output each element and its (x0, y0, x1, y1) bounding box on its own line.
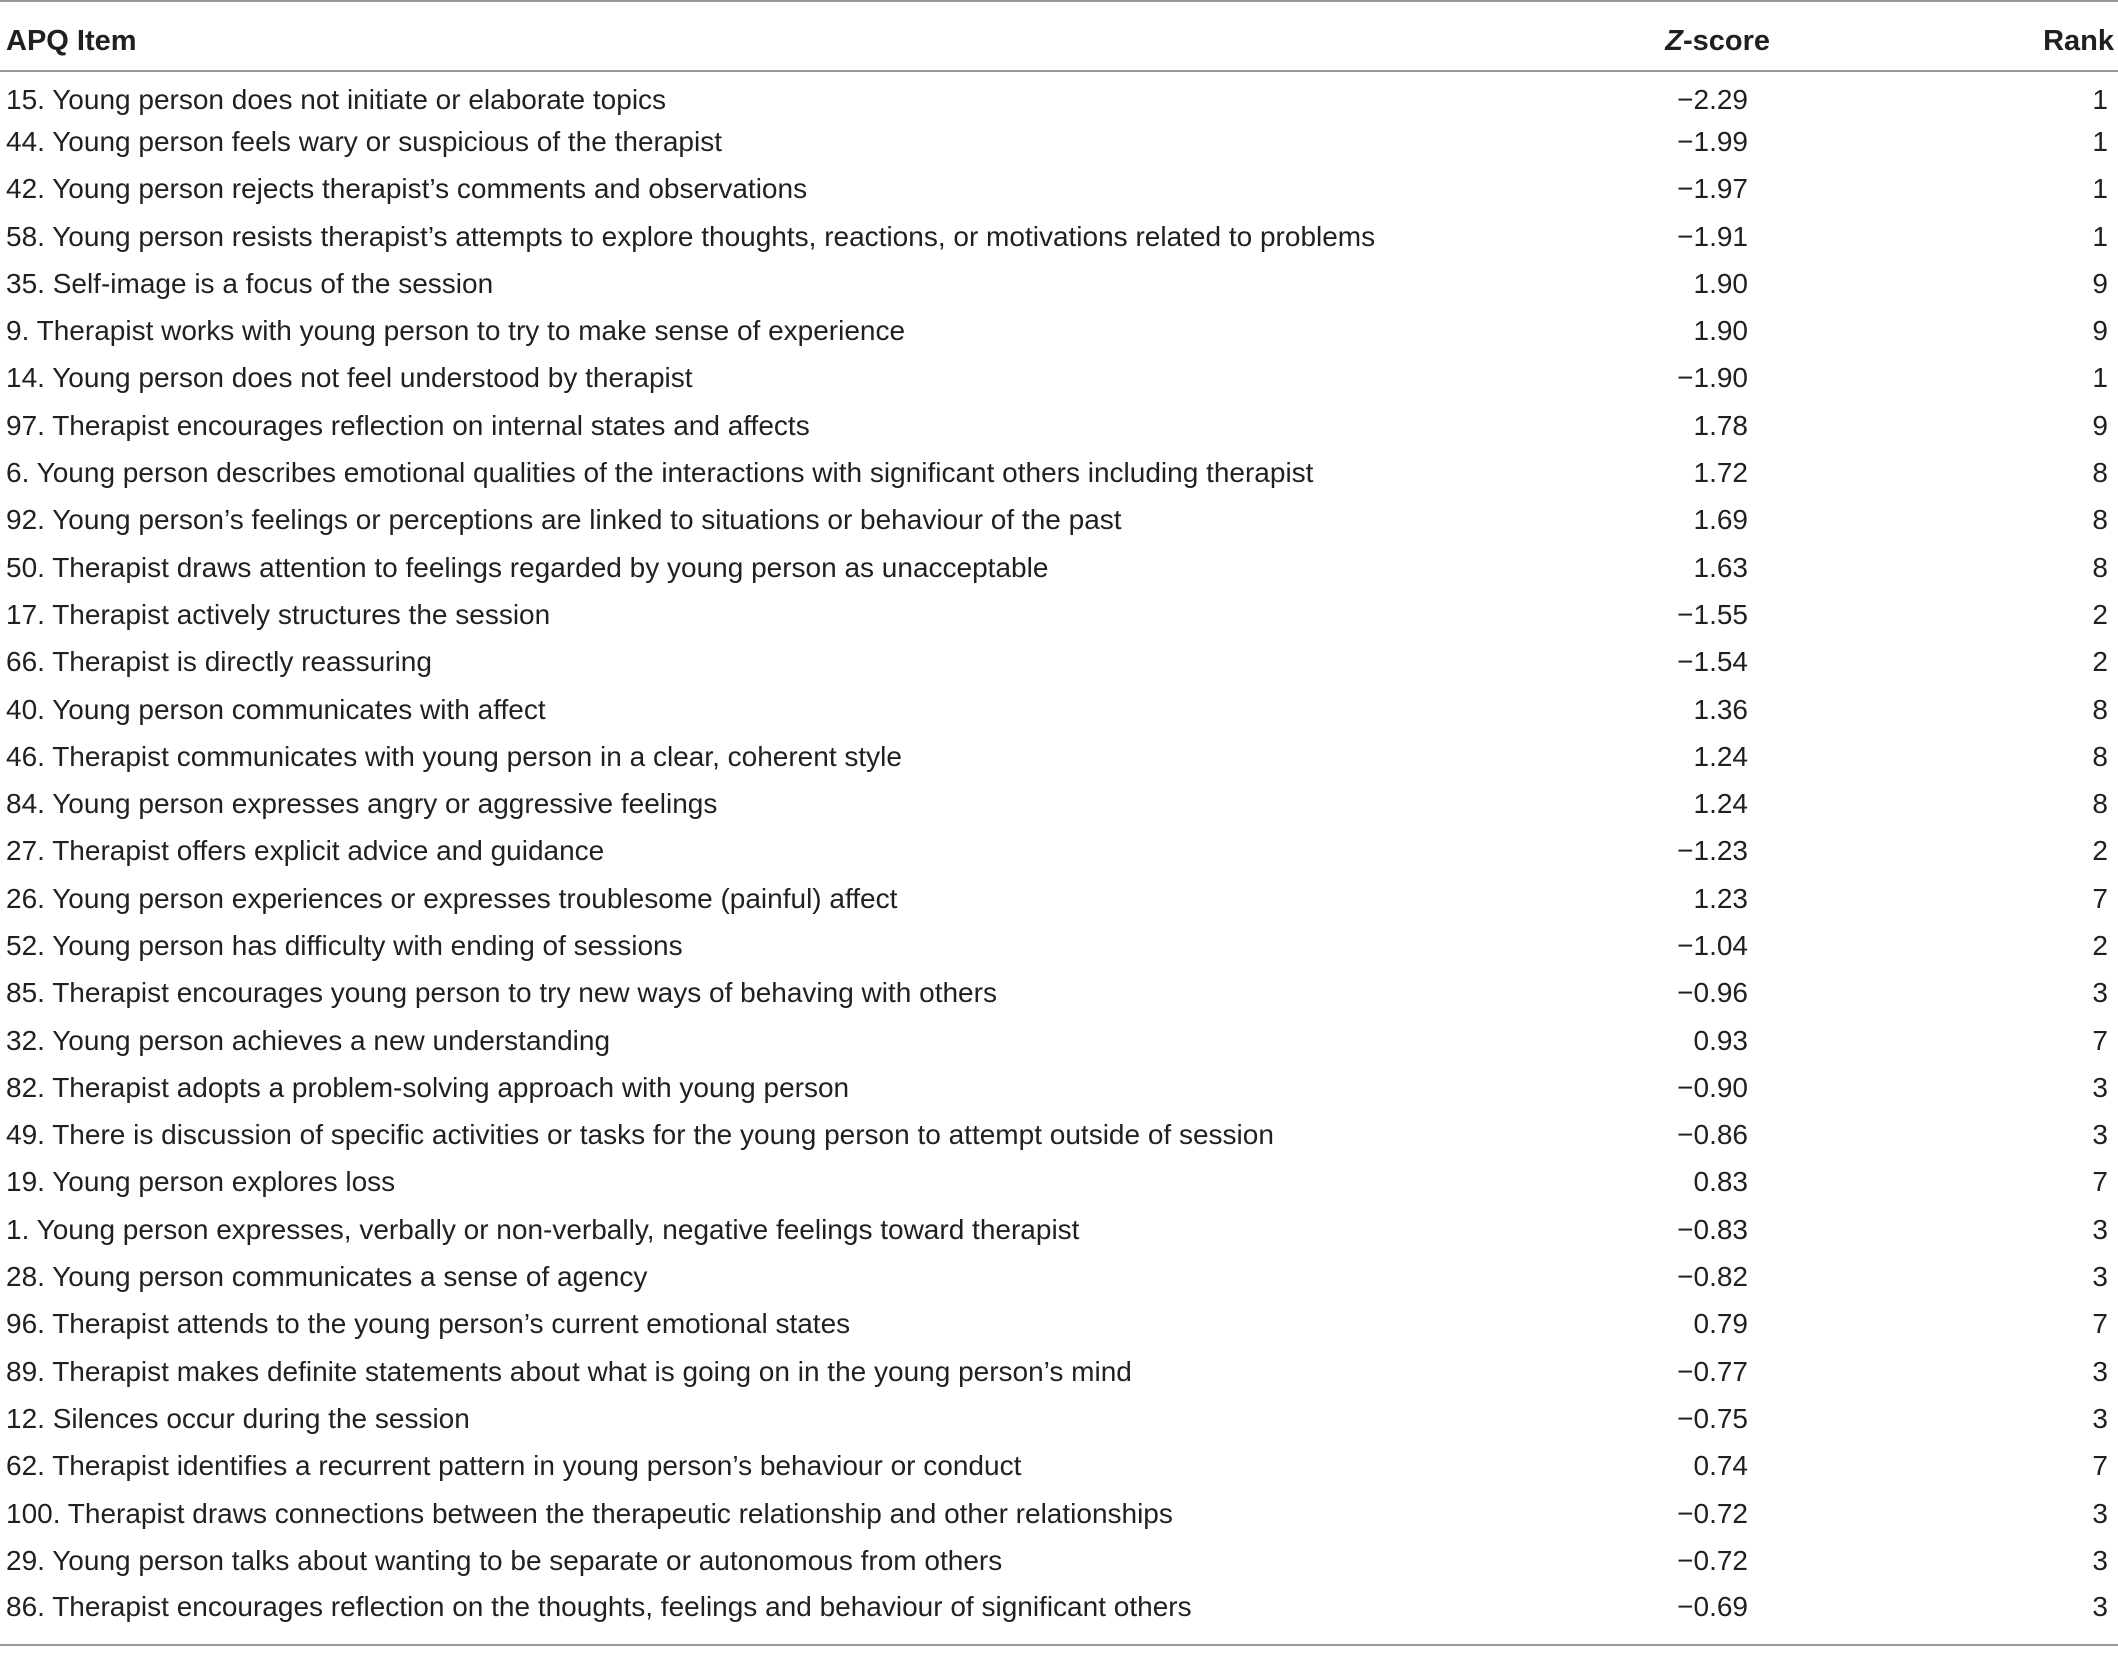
cell-z-score: −1.04 (1677, 929, 1748, 961)
cell-z-score: −1.91 (1677, 220, 1748, 252)
cell-apq-item: 9. Therapist works with young person to try to make sense of experience (6, 315, 906, 347)
cell-rank: 3 (2092, 1497, 2108, 1529)
table-body (0, 71, 2118, 1645)
cell-z-score: −1.23 (1677, 835, 1748, 867)
cell-z-score: 1.90 (1693, 315, 1748, 347)
cell-apq-item: 52. Young person has difficulty with ending of sessions (6, 929, 683, 961)
table-header (0, 1, 2118, 71)
cell-rank: 3 (2092, 1261, 2108, 1293)
cell-apq-item: 19. Young person explores loss (6, 1166, 396, 1198)
cell-apq-item: 28. Young person communicates a sense of agency (6, 1261, 648, 1293)
cell-rank: 3 (2092, 977, 2108, 1009)
table-row (0, 1301, 2118, 1348)
cell-apq-item: 14. Young person does not feel understood by therapist (6, 362, 693, 394)
table-row (0, 828, 2118, 875)
cell-apq-item: 100. Therapist draws connections between the therapeutic relationship and other relationships (6, 1497, 1173, 1529)
cell-apq-item: 58. Young person resists therapist’s attempts to explore thoughts, reactions, or motivations related to problems (6, 220, 1376, 252)
score-suffix: -score (1682, 24, 1770, 57)
cell-z-score: 1.23 (1693, 882, 1748, 914)
cell-apq-item: 84. Young person expresses angry or aggressive feelings (6, 788, 718, 820)
cell-apq-item: 17. Therapist actively structures the session (6, 598, 551, 630)
cell-z-score: 1.36 (1693, 693, 1748, 725)
cell-apq-item: 6. Young person describes emotional qualities of the interactions with significant others including therapist (6, 457, 1314, 489)
cell-apq-item: 85. Therapist encourages young person to try new ways of behaving with others (6, 977, 997, 1009)
cell-rank: 2 (2092, 646, 2108, 678)
cell-rank: 8 (2092, 551, 2108, 583)
cell-rank: 3 (2092, 1213, 2108, 1245)
cell-rank: 8 (2092, 457, 2108, 489)
cell-z-score: 0.74 (1693, 1450, 1748, 1482)
cell-apq-item: 97. Therapist encourages reflection on internal states and affects (6, 409, 810, 441)
cell-z-score: −0.83 (1677, 1213, 1748, 1245)
cell-z-score: −1.99 (1677, 125, 1748, 157)
table-row (0, 118, 2118, 165)
cell-z-score: −0.77 (1677, 1355, 1748, 1387)
table-row (0, 1537, 2118, 1584)
cell-rank: 7 (2092, 1308, 2108, 1340)
cell-z-score: −0.72 (1677, 1497, 1748, 1529)
cell-rank: 1 (2092, 84, 2108, 116)
cell-rank: 2 (2092, 598, 2108, 630)
cell-z-score: −1.90 (1677, 362, 1748, 394)
table-row (0, 1443, 2118, 1490)
column-header-z-score (1570, 1, 1870, 71)
cell-z-score: −0.75 (1677, 1402, 1748, 1434)
cell-apq-item: 27. Therapist offers explicit advice and guidance (6, 835, 605, 867)
cell-apq-item: 49. There is discussion of specific activities or tasks for the young person to attempt outside of session (6, 1119, 1274, 1151)
cell-apq-item: 89. Therapist makes definite statements about what is going on in the young person’s mind (6, 1355, 1132, 1387)
table-row (0, 544, 2118, 591)
table-row (0, 1490, 2118, 1537)
cell-z-score: 1.69 (1693, 504, 1748, 536)
cell-rank: 3 (2092, 1591, 2108, 1622)
table-row (0, 307, 2118, 354)
cell-apq-item: 66. Therapist is directly reassuring (6, 646, 432, 678)
cell-rank: 1 (2092, 220, 2108, 252)
table-row (0, 922, 2118, 969)
table-row (0, 591, 2118, 638)
cell-rank: 9 (2092, 267, 2108, 299)
cell-z-score: 0.79 (1693, 1308, 1748, 1340)
cell-z-score: 1.24 (1693, 788, 1748, 820)
cell-rank: 8 (2092, 740, 2108, 772)
cell-apq-item: 42. Young person rejects therapist’s comments and observations (6, 173, 808, 205)
table-row (0, 166, 2118, 213)
cell-z-score: −0.96 (1677, 977, 1748, 1009)
table-row (0, 1017, 2118, 1064)
table-row (0, 639, 2118, 686)
cell-z-score: 1.63 (1693, 551, 1748, 583)
cell-z-score: 1.72 (1693, 457, 1748, 489)
header-row (0, 1, 2118, 71)
table-row (0, 780, 2118, 827)
table-row (0, 1159, 2118, 1206)
cell-z-score: 1.90 (1693, 267, 1748, 299)
table-row (0, 355, 2118, 402)
column-header-rank: Rank (2043, 24, 2114, 57)
cell-apq-item: 62. Therapist identifies a recurrent pattern in young person’s behaviour or conduct (6, 1450, 1022, 1482)
table-row (0, 1395, 2118, 1442)
table-row (0, 497, 2118, 544)
table-row (0, 71, 2118, 118)
cell-apq-item: 92. Young person’s feelings or perceptions are linked to situations or behaviour of the past (6, 504, 1122, 536)
cell-rank: 7 (2092, 1024, 2108, 1056)
table-row (0, 260, 2118, 307)
cell-apq-item: 29. Young person talks about wanting to be separate or autonomous from others (6, 1544, 1003, 1576)
cell-z-score: 1.24 (1693, 740, 1748, 772)
cell-apq-item: 82. Therapist adopts a problem-solving approach with young person (6, 1071, 850, 1103)
cell-rank: 8 (2092, 504, 2108, 536)
cell-rank: 3 (2092, 1544, 2108, 1576)
table-row (0, 686, 2118, 733)
cell-apq-item: 32. Young person achieves a new understanding (6, 1024, 611, 1056)
z-letter: Z (1665, 24, 1683, 57)
cell-rank: 8 (2092, 788, 2108, 820)
cell-rank: 3 (2092, 1119, 2108, 1151)
cell-z-score: −0.72 (1677, 1544, 1748, 1576)
cell-z-score: −1.54 (1677, 646, 1748, 678)
cell-rank: 3 (2092, 1402, 2108, 1434)
cell-rank: 1 (2092, 173, 2108, 205)
cell-apq-item: 35. Self-image is a focus of the session (6, 267, 494, 299)
cell-apq-item: 12. Silences occur during the session (6, 1402, 470, 1434)
cell-rank: 9 (2092, 315, 2108, 347)
cell-apq-item: 15. Young person does not initiate or elaborate topics (6, 84, 667, 116)
table-row (0, 402, 2118, 449)
table-row (0, 1253, 2118, 1300)
cell-rank: 7 (2092, 1166, 2108, 1198)
cell-z-score: −2.29 (1677, 84, 1748, 116)
table-row (0, 1585, 2118, 1645)
cell-rank: 3 (2092, 1071, 2108, 1103)
cell-rank: 9 (2092, 409, 2108, 441)
column-header-apq-item: APQ Item (6, 24, 137, 57)
cell-apq-item: 44. Young person feels wary or suspicious of the therapist (6, 125, 722, 157)
cell-apq-item: 86. Therapist encourages reflection on the thoughts, feelings and behaviour of significant others (6, 1591, 1192, 1622)
cell-apq-item: 50. Therapist draws attention to feelings regarded by young person as unacceptable (6, 551, 1049, 583)
cell-apq-item: 46. Therapist communicates with young person in a clear, coherent style (6, 740, 902, 772)
table-row (0, 1112, 2118, 1159)
cell-apq-item: 1. Young person expresses, verbally or non-verbally, negative feelings toward therapist (6, 1213, 1080, 1245)
cell-rank: 3 (2092, 1355, 2108, 1387)
cell-apq-item: 96. Therapist attends to the young person’s current emotional states (6, 1308, 851, 1340)
cell-rank: 7 (2092, 1450, 2108, 1482)
cell-rank: 1 (2092, 362, 2108, 394)
cell-z-score: −0.69 (1677, 1591, 1748, 1622)
table-row (0, 970, 2118, 1017)
cell-z-score: −0.90 (1677, 1071, 1748, 1103)
table-row (0, 213, 2118, 260)
cell-rank: 1 (2092, 125, 2108, 157)
cell-rank: 7 (2092, 882, 2108, 914)
cell-rank: 2 (2092, 929, 2108, 961)
table-row (0, 1206, 2118, 1253)
table-row (0, 1348, 2118, 1395)
cell-z-score: −1.97 (1677, 173, 1748, 205)
table-row (0, 733, 2118, 780)
table-row (0, 1064, 2118, 1111)
cell-z-score: 1.78 (1693, 409, 1748, 441)
cell-z-score: −0.86 (1677, 1119, 1748, 1151)
cell-z-score: 0.83 (1693, 1166, 1748, 1198)
cell-rank: 2 (2092, 835, 2108, 867)
table-row (0, 449, 2118, 496)
cell-apq-item: 26. Young person experiences or expresses troublesome (painful) affect (6, 882, 898, 914)
cell-z-score: 0.93 (1693, 1024, 1748, 1056)
cell-apq-item: 40. Young person communicates with affect (6, 693, 546, 725)
cell-z-score: −0.82 (1677, 1261, 1748, 1293)
cell-z-score: −1.55 (1677, 598, 1748, 630)
table-row (0, 875, 2118, 922)
cell-rank: 8 (2092, 693, 2108, 725)
